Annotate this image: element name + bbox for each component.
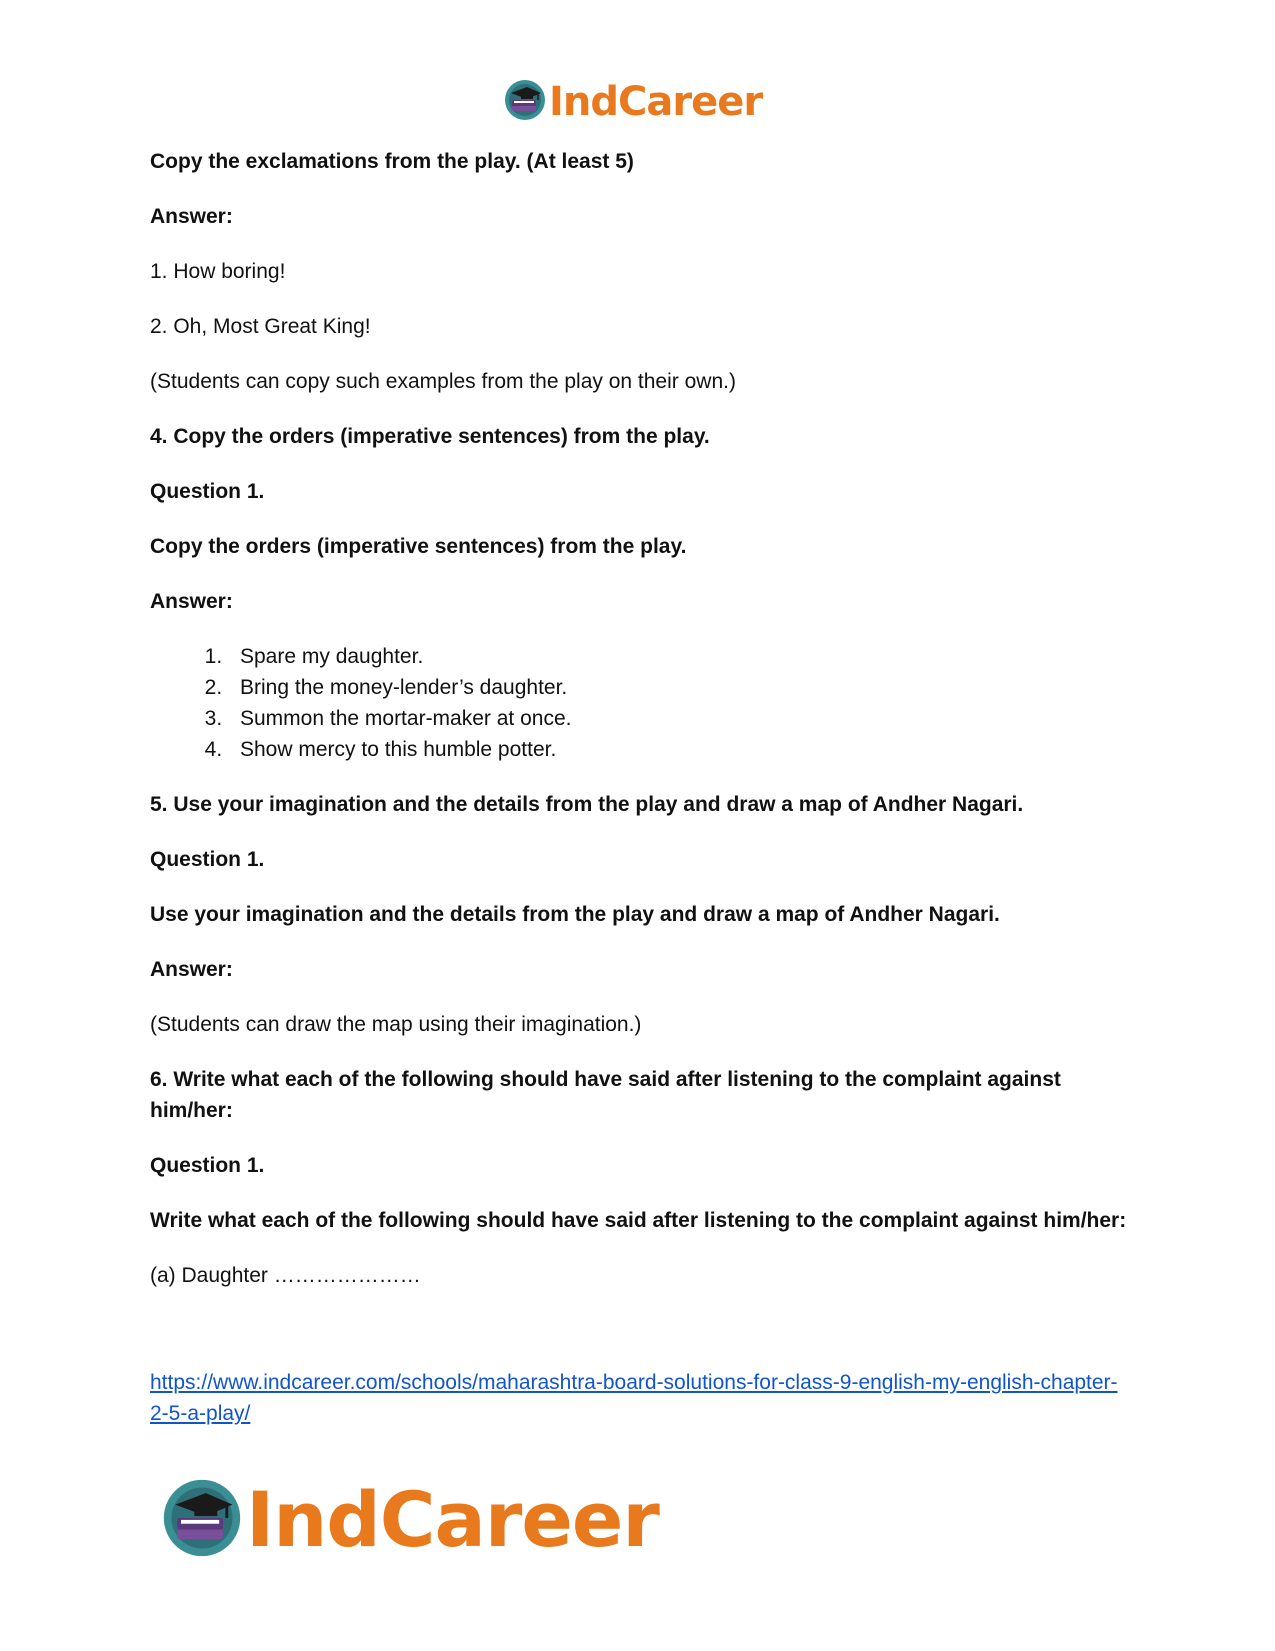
question-label: Question 1. bbox=[150, 480, 265, 503]
document-body bbox=[150, 146, 1130, 1429]
note-text: (Students can draw the map using their imagination.) bbox=[150, 1013, 642, 1036]
exclamation-item: 2. Oh, Most Great King! bbox=[150, 315, 371, 338]
list-item: 3. Summon the mortar-maker at once. bbox=[228, 703, 1130, 734]
section-heading-4: 4. Copy the orders (imperative sentences) from the play. bbox=[150, 425, 710, 448]
question-text: Write what each of the following should have said after listening to the complaint against him/her: bbox=[150, 1209, 1127, 1232]
answer-label: Answer: bbox=[150, 205, 233, 228]
orders-list bbox=[150, 641, 1130, 765]
note-text: (Students can copy such examples from the play on their own.) bbox=[150, 370, 736, 393]
question-text: Use your imagination and the details from the play and draw a map of Andher Nagari. bbox=[150, 903, 1000, 926]
exclamation-item: 1. How boring! bbox=[150, 260, 286, 283]
question-label: Question 1. bbox=[150, 1154, 265, 1177]
answer-label: Answer: bbox=[150, 590, 233, 613]
section-heading-6: 6. Write what each of the following should have said after listening to the complaint against him/her: bbox=[150, 1068, 1061, 1122]
header-logo bbox=[503, 78, 762, 126]
question-text: Copy the orders (imperative sentences) from the play. bbox=[150, 535, 687, 558]
question-label: Question 1. bbox=[150, 848, 265, 871]
spacer bbox=[150, 1315, 1130, 1367]
source-link[interactable]: https://www.indcareer.com/schools/maharashtra-board-solutions-for-class-9-english-my-english-chapter-2-5-a-play/ bbox=[150, 1371, 1118, 1425]
list-item: 2. Bring the money-lender’s daughter. bbox=[228, 672, 1130, 703]
footer-logo-text: IndCareer bbox=[246, 1475, 659, 1564]
list-item: 4. Show mercy to this humble potter. bbox=[228, 734, 1130, 765]
answer-label: Answer: bbox=[150, 958, 233, 981]
question-exclamations: Copy the exclamations from the play. (At least 5) bbox=[150, 150, 634, 173]
footer-logo bbox=[160, 1476, 659, 1564]
graduation-cap-book-icon bbox=[160, 1476, 244, 1565]
answer-item-a: (a) Daughter ………………… bbox=[150, 1264, 421, 1287]
list-item: 1. Spare my daughter. bbox=[228, 641, 1130, 672]
header-logo-text: IndCareer bbox=[549, 79, 763, 125]
section-heading-5: 5. Use your imagination and the details from the play and draw a map of Andher Nagari. bbox=[150, 793, 1024, 816]
graduation-cap-book-icon bbox=[503, 78, 547, 127]
